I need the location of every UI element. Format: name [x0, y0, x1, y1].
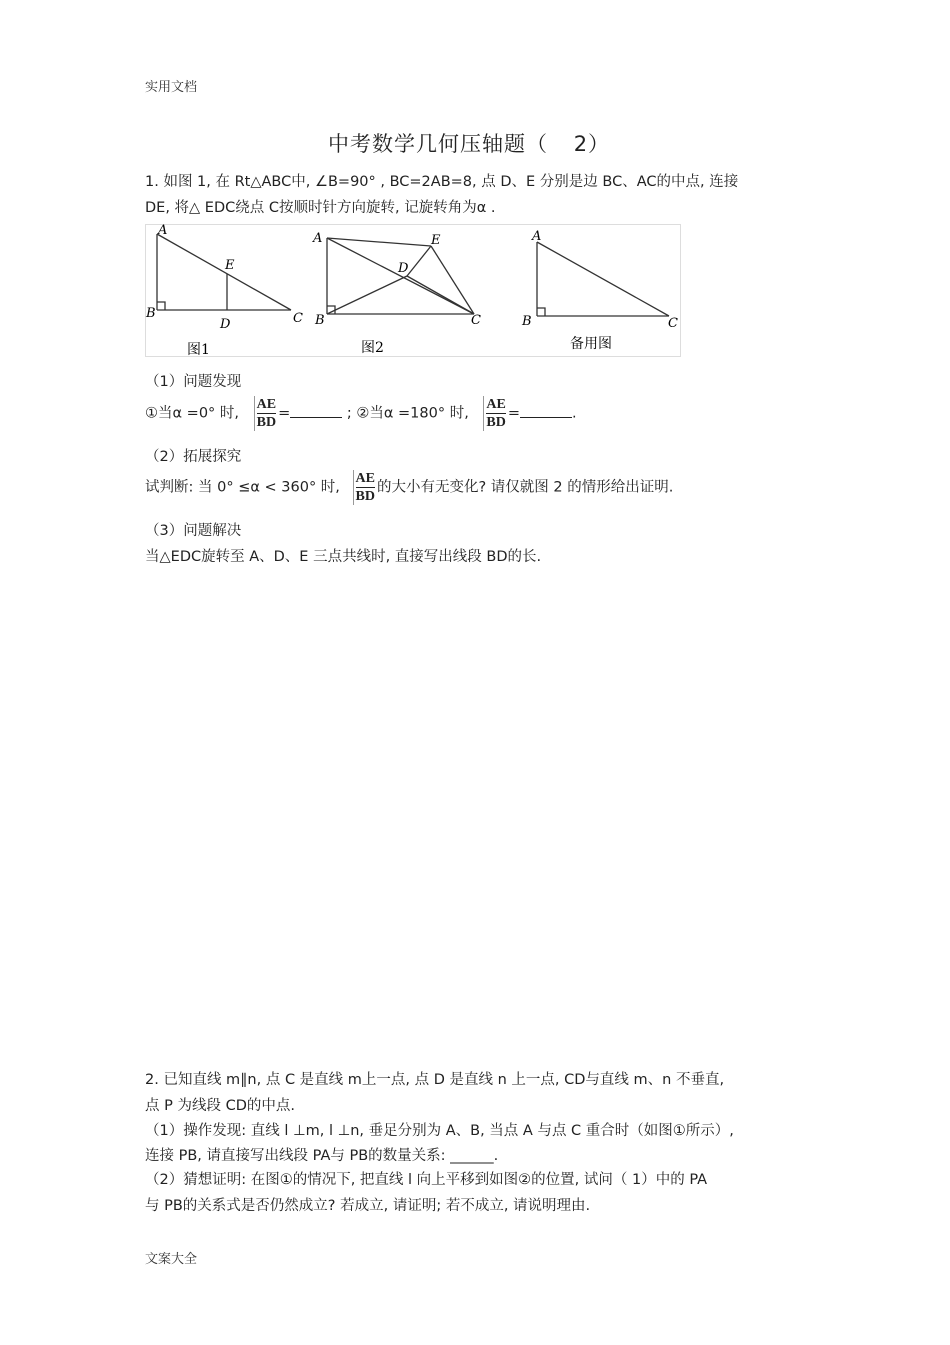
- q1-line2: DE, 将△ EDC绕点 C按顺时针方向旋转, 记旋转角为α .: [145, 200, 496, 216]
- fraction-ae-bd: [254, 396, 278, 431]
- page-header: 实用文档: [145, 80, 198, 95]
- q2-line2: 点 P 为线段 CD的中点.: [145, 1098, 295, 1114]
- fig3-label-a: A: [532, 229, 542, 244]
- fig1-label-e: E: [225, 258, 235, 273]
- part3-title: （3）问题解决: [145, 523, 242, 539]
- page-title: [328, 128, 610, 158]
- part2-line: [145, 470, 673, 505]
- fraction-denominator: BD: [256, 415, 277, 430]
- q2-line6: 与 PB的关系式是否仍然成立? 若成立, 请证明; 若不成立, 请说明理由.: [145, 1198, 591, 1214]
- fig1-label-c: C: [293, 311, 303, 326]
- fig1-label-b: B: [146, 306, 156, 321]
- title-main: 中考数学几何压轴题（: [328, 132, 548, 156]
- fig2-label-b: B: [315, 313, 325, 328]
- q1-figures: [145, 224, 681, 357]
- part1-case-b: ; ②当α =180° 时,: [346, 405, 469, 422]
- part3-text: 当△EDC旋转至 A、D、E 三点共线时, 直接写出线段 BD的长.: [145, 549, 542, 565]
- fig2-label-d: D: [398, 261, 409, 276]
- fraction-denominator: BD: [486, 415, 506, 430]
- fraction-numerator: AE: [355, 471, 375, 486]
- page-footer: 文案大全: [145, 1252, 198, 1267]
- equals-sign: =: [507, 405, 521, 422]
- fig2-label-a: A: [313, 231, 323, 246]
- fraction-numerator: AE: [486, 397, 506, 412]
- title-number: 2）: [573, 132, 611, 156]
- fraction-ae-bd: [483, 396, 507, 431]
- answer-blank-1[interactable]: [290, 403, 342, 418]
- fraction-ae-bd: [353, 470, 377, 505]
- part1-line: [145, 396, 577, 431]
- q2-line1: 2. 已知直线 m∥n, 点 C 是直线 m上一点, 点 D 是直线 n 上一点, CD与直线 m、n 不垂直,: [145, 1072, 725, 1088]
- q2-line3: （1）操作发现: 直线 l ⊥m, l ⊥n, 垂足分别为 A、B, 当点 A 与点 C 重合时（如图①所示）,: [145, 1123, 734, 1139]
- part2-title: （2）拓展探究: [145, 449, 242, 465]
- fig1-caption: 图1: [187, 342, 210, 357]
- fig3-caption: 备用图: [570, 336, 612, 352]
- fraction-numerator: AE: [256, 397, 277, 412]
- fig2-label-e: E: [431, 233, 441, 248]
- figure-3: [537, 242, 669, 316]
- equals-sign: =: [278, 405, 291, 422]
- q2-line4: 连接 PB, 请直接写出线段 PA与 PB的数量关系: ______.: [145, 1148, 499, 1164]
- period: .: [572, 405, 577, 422]
- fig1-label-a: A: [158, 224, 168, 238]
- figures-svg: [145, 224, 681, 357]
- part2-text-b: 的大小有无变化? 请仅就图 2 的情形给出证明.: [376, 479, 674, 496]
- part2-text-a: 试判断: 当 0° ≤α < 360° 时,: [145, 479, 340, 496]
- fraction-denominator: BD: [355, 489, 375, 504]
- fig3-label-c: C: [668, 316, 678, 331]
- figure-2: [327, 238, 474, 314]
- part1-title: （1）问题发现: [145, 374, 242, 390]
- q1-line1: 1. 如图 1, 在 Rt△ABC中, ∠B=90° , BC=2AB=8, 点 D、E 分别是边 BC、AC的中点, 连接: [145, 174, 739, 190]
- fig1-label-d: D: [220, 317, 231, 332]
- fig2-caption: 图2: [361, 340, 384, 356]
- fig2-label-c: C: [471, 313, 481, 328]
- q2-line5: （2）猜想证明: 在图①的情况下, 把直线 l 向上平移到如图②的位置, 试问（ 1）中的 PA: [145, 1172, 708, 1188]
- fig3-label-b: B: [522, 314, 532, 329]
- part1-case-a: ①当α =0° 时,: [145, 405, 240, 422]
- figure-1: [157, 234, 291, 310]
- answer-blank-2[interactable]: [520, 403, 572, 418]
